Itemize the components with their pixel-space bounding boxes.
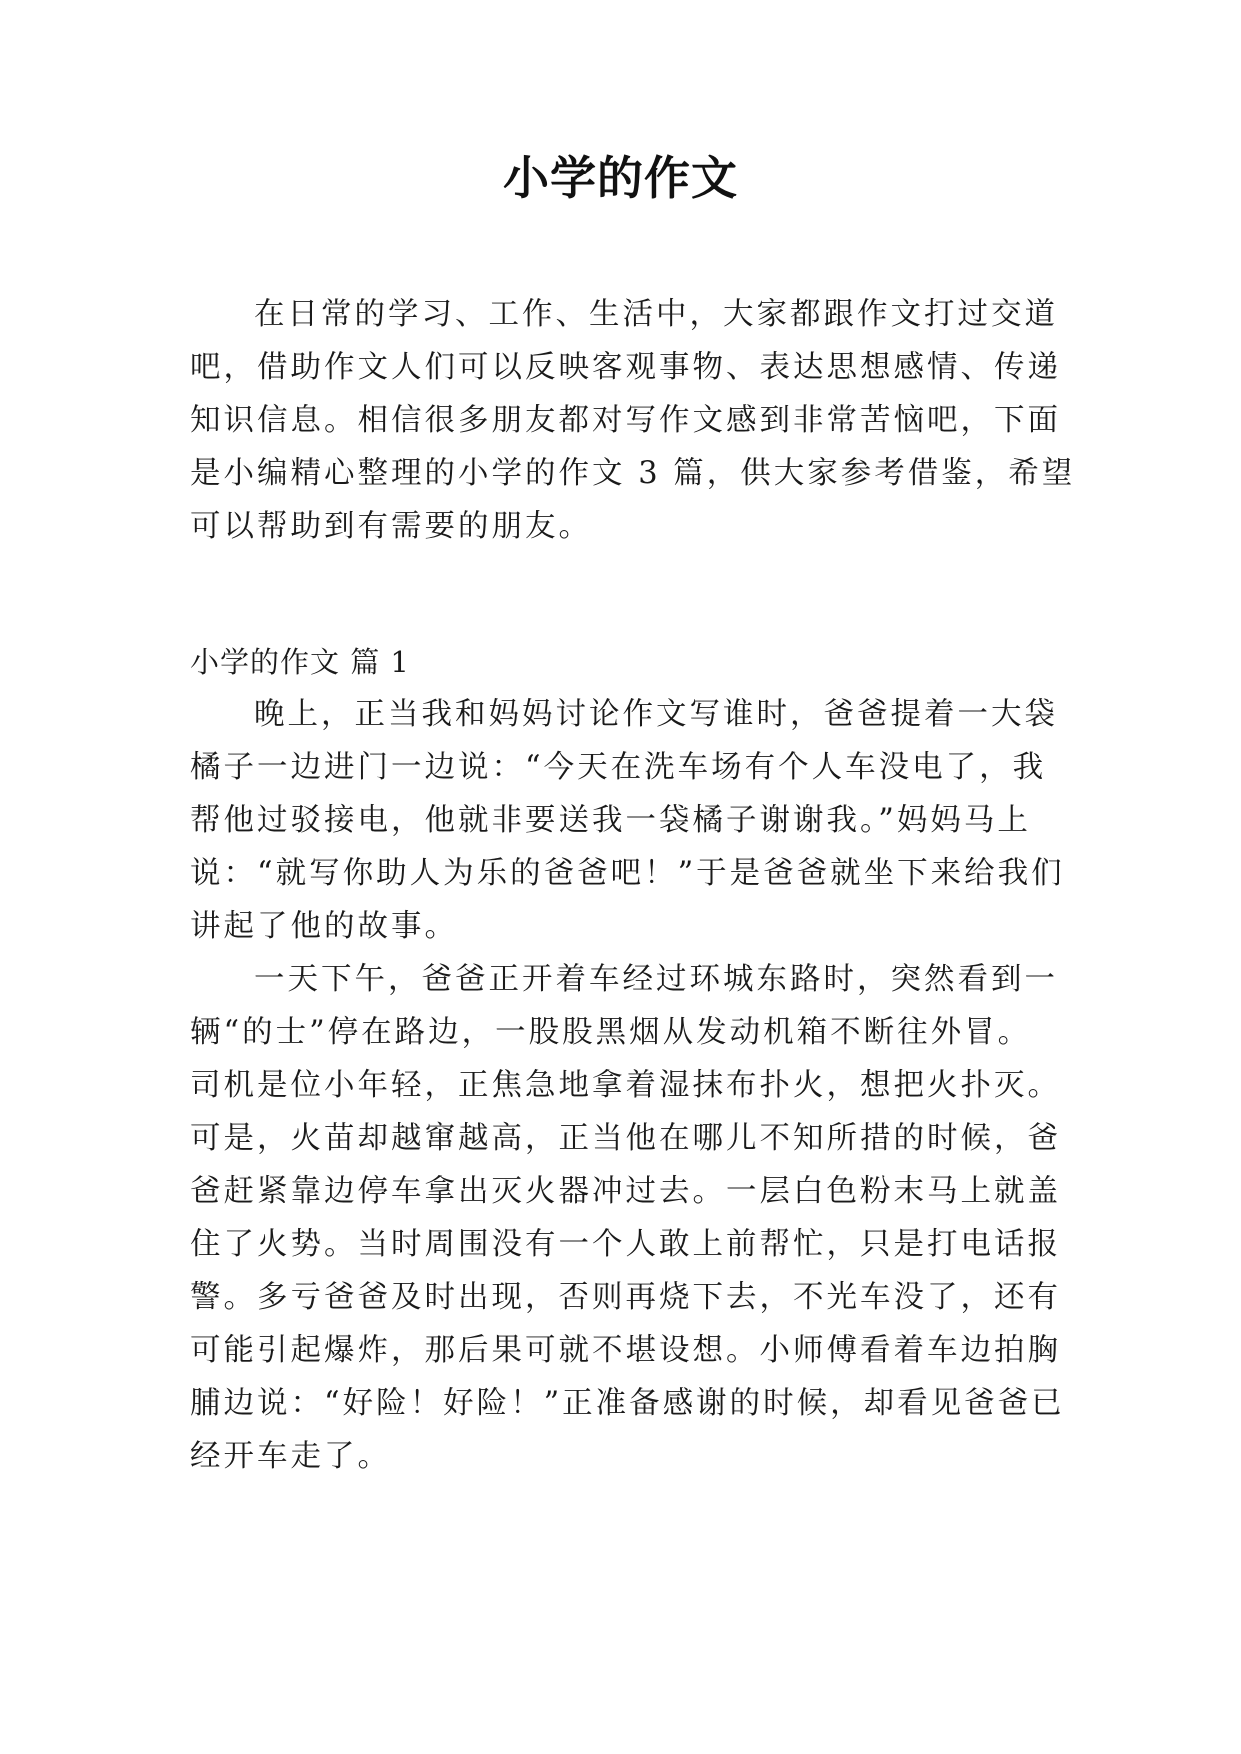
intro-line: 知识信息。相信很多朋友都对写作文感到非常苦恼吧，下面 [190, 403, 1061, 438]
section-heading: 小学的作文 篇 1 [190, 645, 410, 679]
intro-line: 在日常的学习、工作、生活中，大家都跟作文打过交道 [254, 297, 1058, 332]
paragraph-line: 经开车走了。 [190, 1439, 391, 1474]
paragraph-line: 说：“就写你助人为乐的爸爸吧！”于是爸爸就坐下来给我们 [190, 856, 1065, 891]
intro-line: 是小编精心整理的小学的作文 3 篇，供大家参考借鉴，希望 [190, 456, 1076, 491]
paragraph-line: 辆“的士”停在路边，一股股黑烟从发动机箱不断往外冒。 [190, 1015, 1032, 1050]
paragraph-line: 橘子一边进门一边说：“今天在洗车场有个人车没电了，我 [190, 750, 1047, 785]
paragraph-line: 一天下午，爸爸正开着车经过环城东路时，突然看到一 [254, 962, 1058, 997]
paragraph-line: 爸赶紧靠边停车拿出灭火器冲过去。一层白色粉末马上就盖 [190, 1174, 1061, 1209]
paragraph-line: 司机是位小年轻，正焦急地拿着湿抹布扑火，想把火扑灭。 [190, 1068, 1061, 1103]
intro-line: 可以帮助到有需要的朋友。 [190, 509, 592, 544]
paragraph-line: 可是，火苗却越窜越高，正当他在哪儿不知所措的时候，爸 [190, 1121, 1061, 1156]
paragraph-line: 晚上，正当我和妈妈讨论作文写谁时，爸爸提着一大袋 [254, 697, 1058, 732]
paragraph-line: 住了火势。当时周围没有一个人敢上前帮忙，只是打电话报 [190, 1227, 1061, 1262]
paragraph-line: 警。多亏爸爸及时出现，否则再烧下去，不光车没了，还有 [190, 1280, 1061, 1315]
intro-line: 吧，借助作文人们可以反映客观事物、表达思想感情、传递 [190, 350, 1061, 385]
paragraph-line: 可能引起爆炸，那后果可就不堪设想。小师傅看着车边拍胸 [190, 1333, 1061, 1368]
paragraph-line: 讲起了他的故事。 [190, 909, 458, 944]
document-title: 小学的作文 [503, 151, 738, 205]
paragraph-line: 脯边说：“好险！好险！”正准备感谢的时候，却看见爸爸已 [190, 1386, 1065, 1421]
paragraph-line: 帮他过驳接电，他就非要送我一袋橘子谢谢我。”妈妈马上 [190, 803, 1031, 838]
